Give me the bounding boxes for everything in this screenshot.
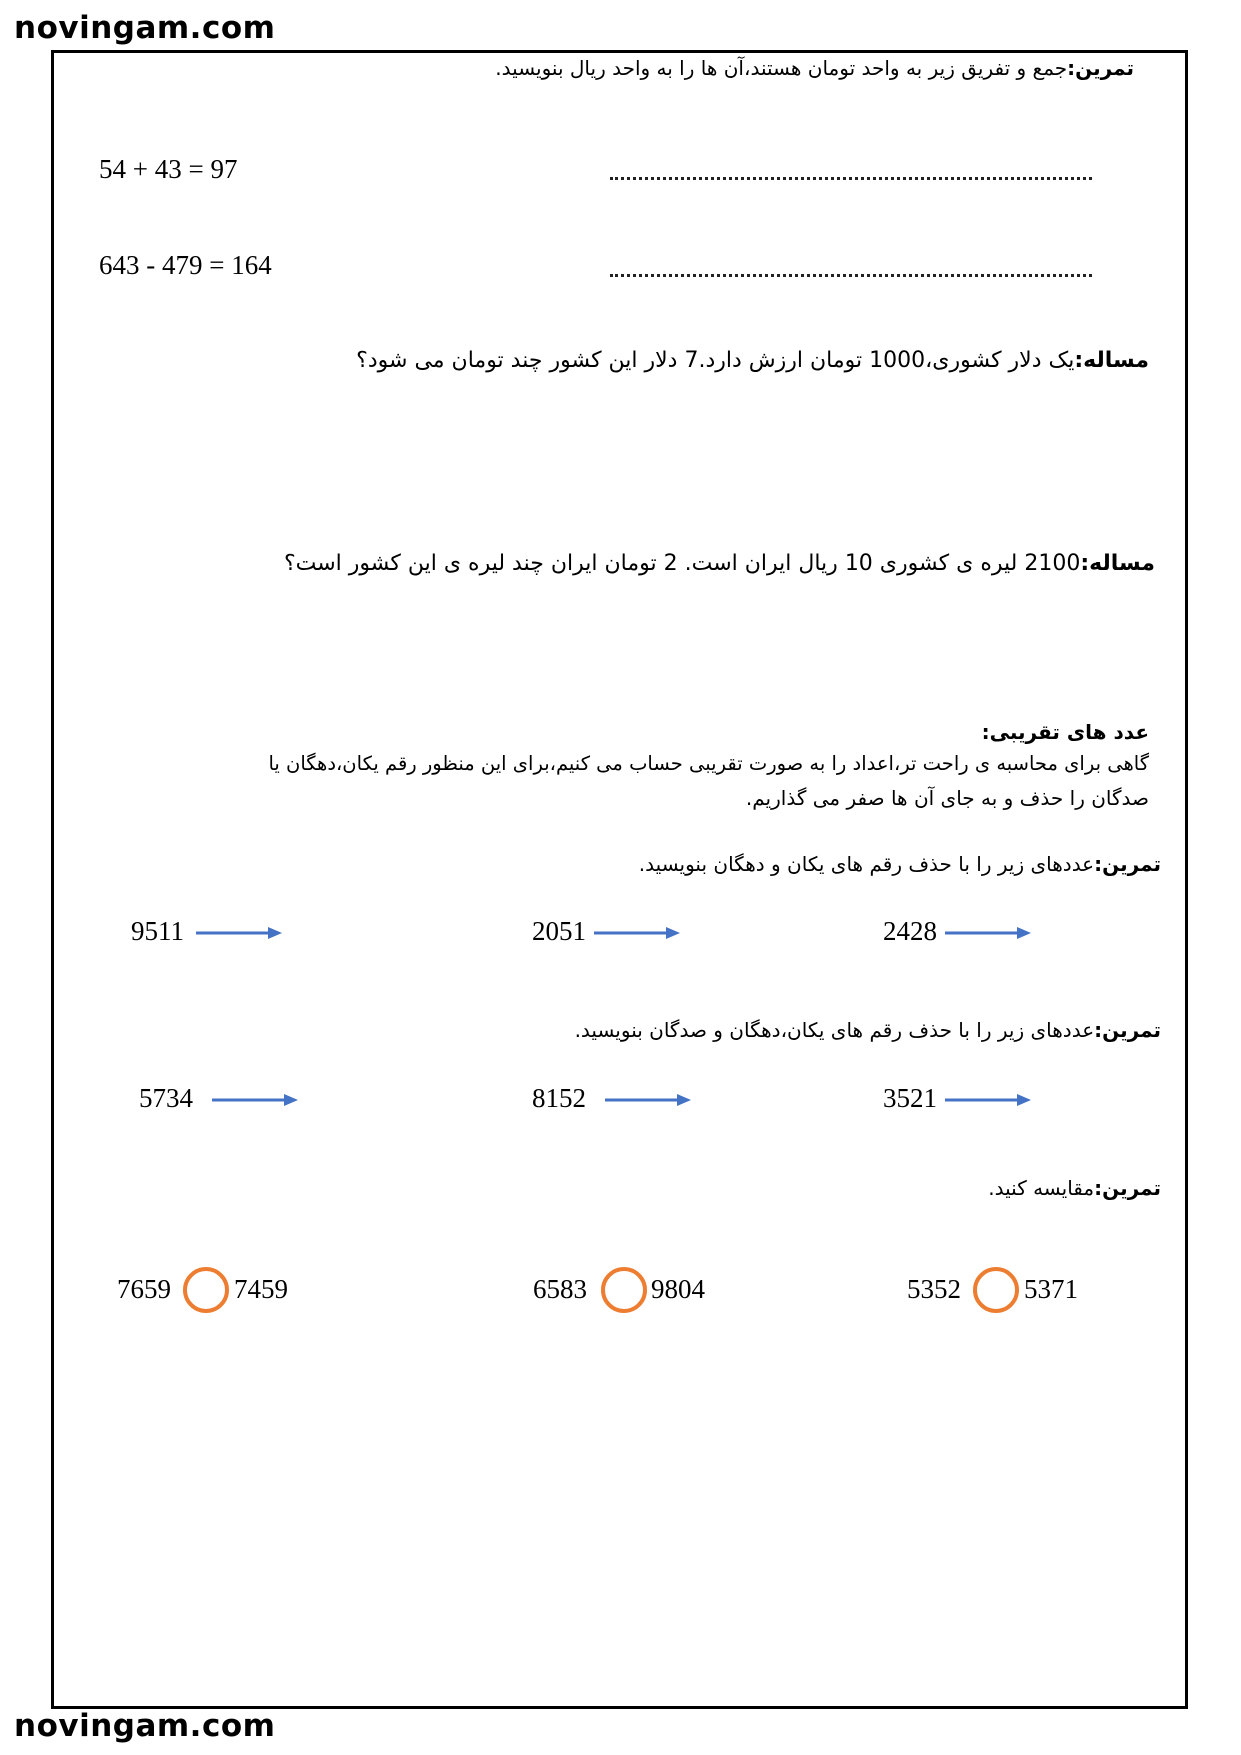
worksheet-frame bbox=[51, 50, 1188, 1709]
arrow-right-icon bbox=[594, 925, 680, 941]
exercise-text: جمع و تفریق زیر به واحد تومان هستند،آن ها را به واحد ریال بنویسید. bbox=[495, 56, 1068, 80]
arrow-right-icon bbox=[945, 925, 1031, 941]
problem-text: 2100 لیره ی کشوری 10 ریال ایران است. 2 تومان ایران چند لیره ی این کشور است؟ bbox=[283, 551, 1081, 576]
approx-paragraph-line-2: صدگان را حذف و به جای آن ها صفر می گذاریم. bbox=[745, 786, 1149, 810]
compare-left-number: 7659 bbox=[117, 1274, 171, 1304]
problem-text: یک دلار کشوری،1000 تومان ارزش دارد.7 دلار این کشور چند تومان می شود؟ bbox=[356, 348, 1075, 373]
exercise-label: تمرین: bbox=[1094, 1176, 1161, 1200]
exercise-text: مقایسه کنید. bbox=[988, 1176, 1095, 1200]
exercise-3-instruction bbox=[575, 1018, 1161, 1042]
round-number: 9511 bbox=[131, 916, 184, 946]
approx-paragraph-line-1: گاهی برای محاسبه ی راحت تر،اعداد را به صورت تقریبی حساب می کنیم،برای این منظور رقم یکان،دهگان یا bbox=[268, 752, 1149, 775]
problem-2 bbox=[284, 551, 1155, 576]
exercise-label: تمرین: bbox=[1094, 1018, 1161, 1042]
exercise-text: عددهای زیر را با حذف رقم های یکان،دهگان و صدگان بنویسید. bbox=[574, 1018, 1095, 1042]
problem-1 bbox=[356, 348, 1149, 373]
compare-circle[interactable] bbox=[973, 1267, 1019, 1313]
exercise-2-instruction bbox=[639, 852, 1161, 876]
compare-circle[interactable] bbox=[601, 1267, 647, 1313]
compare-left-number: 5352 bbox=[907, 1274, 961, 1304]
arrow-right-icon bbox=[196, 925, 282, 941]
answer-line-2 bbox=[610, 252, 1092, 277]
equation-2: 643 - 479 = 164 bbox=[99, 250, 272, 280]
exercise-4-instruction bbox=[988, 1176, 1161, 1200]
answer-line-1 bbox=[610, 155, 1092, 180]
site-brand-bottom: novingam.com bbox=[14, 1708, 276, 1744]
round-number: 8152 bbox=[532, 1083, 586, 1113]
site-brand-top: novingam.com bbox=[14, 10, 276, 46]
round-number: 2051 bbox=[532, 916, 586, 946]
compare-circle[interactable] bbox=[183, 1267, 229, 1313]
compare-left-number: 6583 bbox=[533, 1274, 587, 1304]
approx-heading: عدد های تقریبی: bbox=[981, 720, 1149, 744]
compare-right-number: 7459 bbox=[234, 1274, 288, 1304]
compare-right-number: 5371 bbox=[1024, 1274, 1078, 1304]
exercise-label: تمرین: bbox=[1067, 56, 1134, 80]
problem-label: مساله: bbox=[1074, 348, 1149, 373]
arrow-right-icon bbox=[212, 1092, 298, 1108]
round-number: 3521 bbox=[883, 1083, 937, 1113]
arrow-right-icon bbox=[605, 1092, 691, 1108]
round-number: 5734 bbox=[139, 1083, 193, 1113]
arrow-right-icon bbox=[945, 1092, 1031, 1108]
exercise-label: تمرین: bbox=[1094, 852, 1161, 876]
exercise-1-instruction bbox=[495, 56, 1134, 80]
equation-1: 54 + 43 = 97 bbox=[99, 154, 238, 184]
compare-right-number: 9804 bbox=[651, 1274, 705, 1304]
problem-label: مساله: bbox=[1080, 551, 1155, 576]
round-number: 2428 bbox=[883, 916, 937, 946]
exercise-text: عددهای زیر را با حذف رقم های یکان و دهگان بنویسید. bbox=[638, 852, 1095, 876]
